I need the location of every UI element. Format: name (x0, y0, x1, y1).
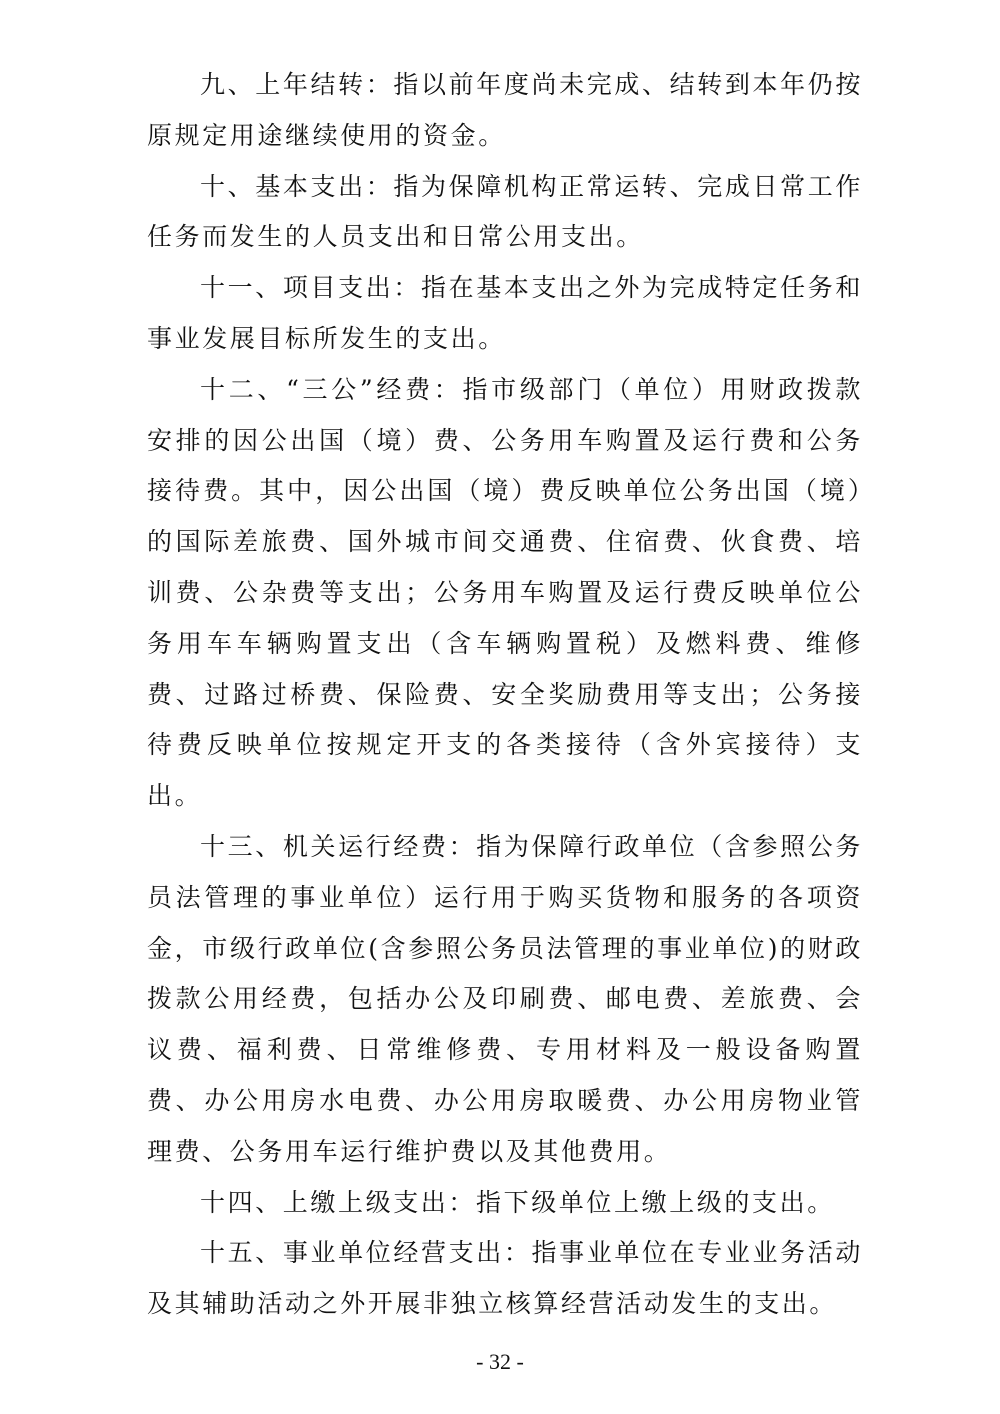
paragraph-ten-basic-expenditure: 十、基本支出：指为保障机构正常运转、完成日常工作任务而发生的人员支出和日常公用支出。 (147, 171, 863, 252)
paragraph-eleven-project-expenditure: 十一、项目支出：指在基本支出之外为完成特定任务和事业发展目标所发生的支出。 (147, 273, 863, 353)
paragraph-thirteen-agency-operating-expenses: 十三、机关运行经费：指为保障行政单位（含参照公务员法管理的事业单位）运行用于购买货物和服务的各项资金，市级行政单位(含参照公务员法管理的事业单位)的财政拨款公用经费，包括办公及印刷费、邮电费、差旅费、会议费、福利费、日常维修费、专用材料及一般设备购置费、办公用房水电费、办公用房取暖费、办公用房物业管理费、公务用车运行维护费以及其他费用。 (147, 831, 863, 1166)
paragraph-fifteen-business-operating-expenditure: 十五、事业单位经营支出：指事业单位在专业业务活动及其辅助活动之外开展非独立核算经营活动发生的支出。 (147, 1238, 863, 1319)
paragraph-twelve-three-public-expenses: 十二、“三公”经费：指市级部门（单位）用财政拨款安排的因公出国（境）费、公务用车购置及运行费和公务接待费。其中，因公出国（境）费反映单位公务出国（境）的国际差旅费、国外城市间交通费、住宿费、伙食费、培训费、公杂费等支出；公务用车购置及运行费反映单位公务用车车辆购置支出（含车辆购置税）及燃料费、维修费、过路过桥费、保险费、安全奖励费用等支出；公务接待费反映单位按规定开支的各类接待（含外宾接待）支出。 (147, 374, 863, 811)
paragraph-nine-prior-year-carryover: 九、上年结转：指以前年度尚未完成、结转到本年仍按原规定用途继续使用的资金。 (147, 70, 863, 150)
paragraph-fourteen-payments-to-superior: 十四、上缴上级支出：指下级单位上缴上级的支出。 (200, 1187, 835, 1217)
page-number: - 32 - (476, 1349, 524, 1374)
document-body (147, 60, 863, 1330)
